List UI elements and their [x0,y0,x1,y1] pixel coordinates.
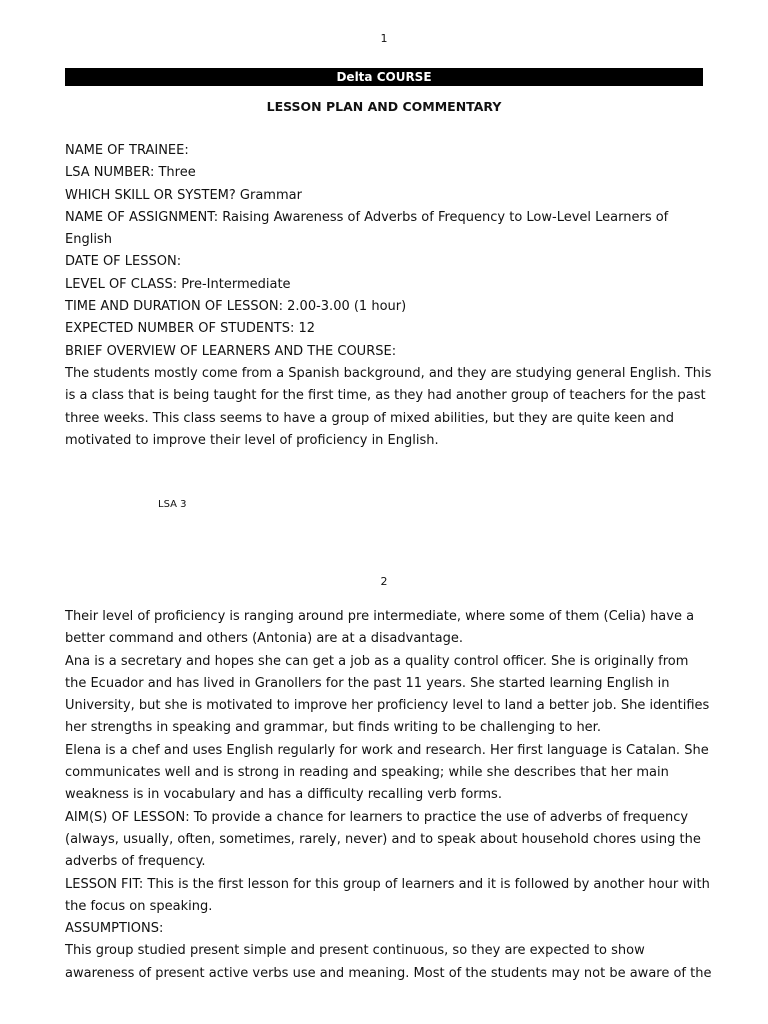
learner-details [65,606,713,985]
field-assignment-name: NAME OF ASSIGNMENT: Raising Awareness of Adverbs of Frequency to Low-Level Learners of English [65,209,669,248]
overview-paragraph: The students mostly come from a Spanish background, and they are studying general English. This is a class that is being taught for the first time, as they had another group of teachers for the past three weeks. This class seems to have a group of mixed abilities, but they are quite keen and motivated to improve their level of proficiency in English. [65,365,712,448]
paragraph: Their level of proficiency is ranging around pre intermediate, where some of them (Celia) have a better command and others (Antonia) are at a disadvantage. [65,609,695,647]
page-footer-label: LSA 3 [158,499,187,510]
field-lsa-number: LSA NUMBER: Three [65,165,196,181]
page-number: 1 [380,32,388,45]
field-lesson-date: DATE OF LESSON: [65,254,182,270]
field-class-level: LEVEL OF CLASS: Pre-Intermediate [65,276,291,292]
field-student-count: EXPECTED NUMBER OF STUDENTS: 12 [65,321,316,337]
paragraph: AIM(S) OF LESSON: To provide a chance for learners to practice the use of adverbs of frequency (always, usually, often, sometimes, rarely, never) and to speak about household chores using the adverbs of frequency. [65,809,701,870]
paragraph: Ana is a secretary and hopes she can get a job as a quality control officer. She is originally from the Ecuador and has lived in Granollers for the past 11 years. She started learning English in University, but she is motivated to improve her proficiency level to land a better job. She identifies her strengths in speaking and grammar, but finds writing to be challenging to her. [65,653,710,736]
document-heading: LESSON PLAN AND COMMENTARY [266,99,502,114]
page-number: 2 [380,575,388,588]
lesson-details [65,140,713,452]
field-time-duration: TIME AND DURATION OF LESSON: 2.00-3.00 (1 hour) [65,299,407,315]
field-trainee-name: NAME OF TRAINEE: [65,143,189,158]
paragraph: LESSON FIT: This is the first lesson for this group of learners and it is followed by another hour with the focus on speaking. [65,876,710,914]
course-title-bar: Delta COURSE [65,68,703,86]
field-skill-system: WHICH SKILL OR SYSTEM? Grammar [65,187,302,203]
paragraph: Elena is a chef and uses English regularly for work and research. Her first language is Catalan. She communicates well and is strong in reading and speaking; while she describes that her main weakness is in vocabulary and has a difficulty recalling verb forms. [65,742,709,803]
paragraph: ASSUMPTIONS: [65,921,164,937]
paragraph: This group studied present simple and present continuous, so they are expected to show awareness of present active verbs use and meaning. Most of the students may not be aware of the [65,943,712,981]
field-overview-heading: BRIEF OVERVIEW OF LEARNERS AND THE COURSE: [65,343,397,359]
